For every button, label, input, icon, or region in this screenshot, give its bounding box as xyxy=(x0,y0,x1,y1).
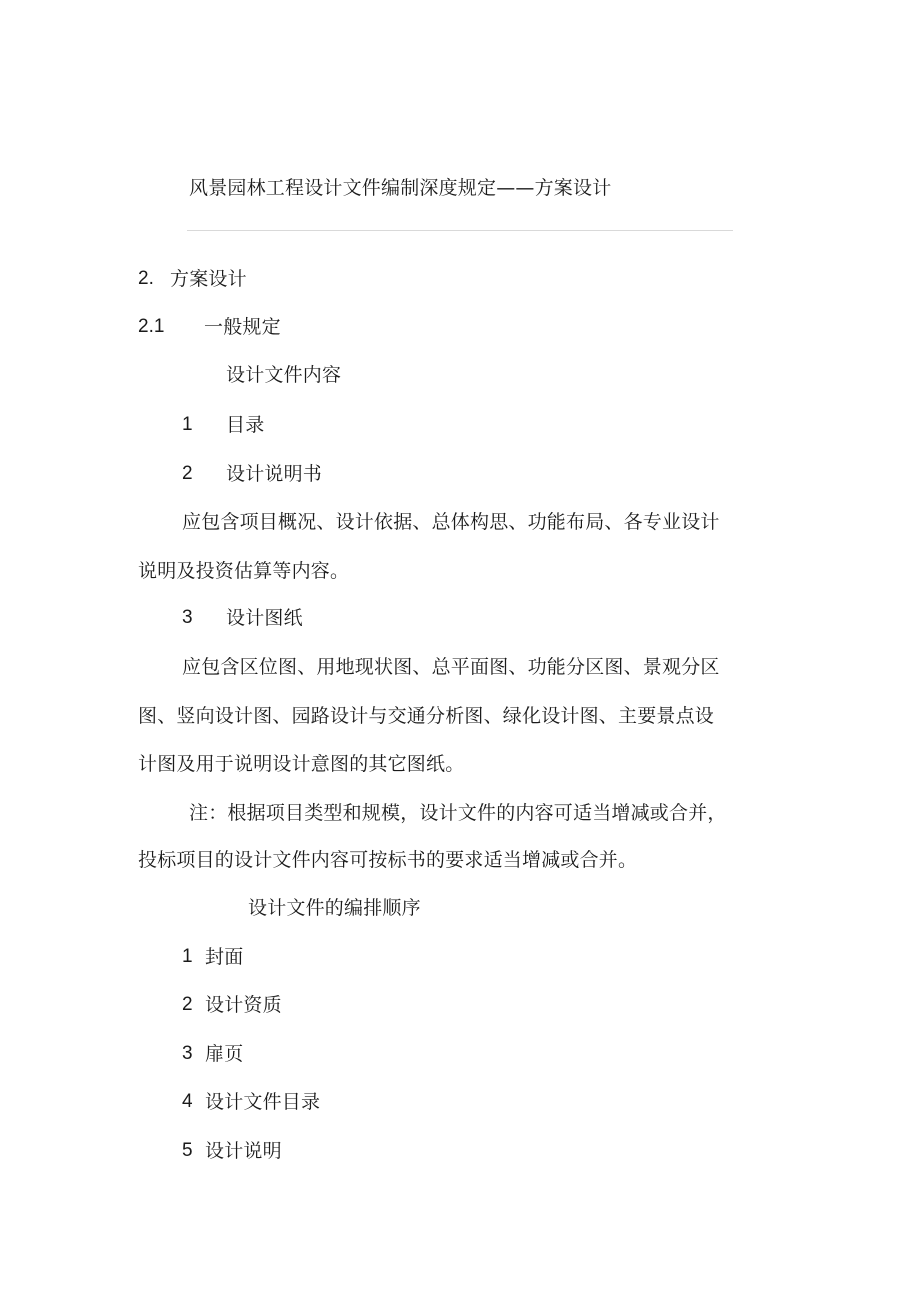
order-item-label: 设计说明 xyxy=(205,1140,282,1162)
note-text-line: 投标项目的设计文件内容可按标书的要求适当增减或合并。 xyxy=(138,849,638,871)
design-manual-text-line: 应包含项目概况、设计依据、总体构思、功能布局、各专业设计 xyxy=(182,511,720,533)
contents-item-label: 设计图纸 xyxy=(226,607,303,629)
subsection-number: 2.1 xyxy=(138,316,165,337)
section-title: 方案设计 xyxy=(170,268,247,290)
order-item-label: 封面 xyxy=(205,946,244,968)
note-text-line: 注：根据项目类型和规模，设计文件的内容可适当增减或合并， xyxy=(189,802,727,824)
document-title: 风景园林工程设计文件编制深度规定——方案设计 xyxy=(189,177,612,199)
contents-item-label: 设计说明书 xyxy=(226,463,323,485)
drawings-text-line: 应包含区位图、用地现状图、总平面图、功能分区图、景观分区 xyxy=(182,656,720,678)
order-item-number: 4 xyxy=(182,1091,193,1112)
order-item-number: 1 xyxy=(182,946,193,967)
order-item-number: 2 xyxy=(182,994,193,1015)
order-heading: 设计文件的编排顺序 xyxy=(248,897,421,919)
design-manual-text-line: 说明及投资估算等内容。 xyxy=(138,560,350,582)
order-item-label: 扉页 xyxy=(205,1043,244,1065)
contents-item-number: 1 xyxy=(182,414,193,435)
order-item-label: 设计资质 xyxy=(205,994,282,1016)
subsection-title: 一般规定 xyxy=(204,316,281,338)
drawings-text-line: 计图及用于说明设计意图的其它图纸。 xyxy=(138,753,465,775)
contents-item-label: 目录 xyxy=(226,414,265,436)
order-item-number: 5 xyxy=(182,1140,193,1161)
contents-item-number: 2 xyxy=(182,463,193,484)
contents-item-number: 3 xyxy=(182,607,193,628)
drawings-text-line: 图、竖向设计图、园路设计与交通分析图、绿化设计图、主要景点设 xyxy=(138,705,715,727)
section-number: 2. xyxy=(138,268,154,289)
order-item-label: 设计文件目录 xyxy=(205,1091,321,1113)
contents-heading: 设计文件内容 xyxy=(226,364,342,386)
title-divider xyxy=(187,230,733,231)
order-item-number: 3 xyxy=(182,1043,193,1064)
